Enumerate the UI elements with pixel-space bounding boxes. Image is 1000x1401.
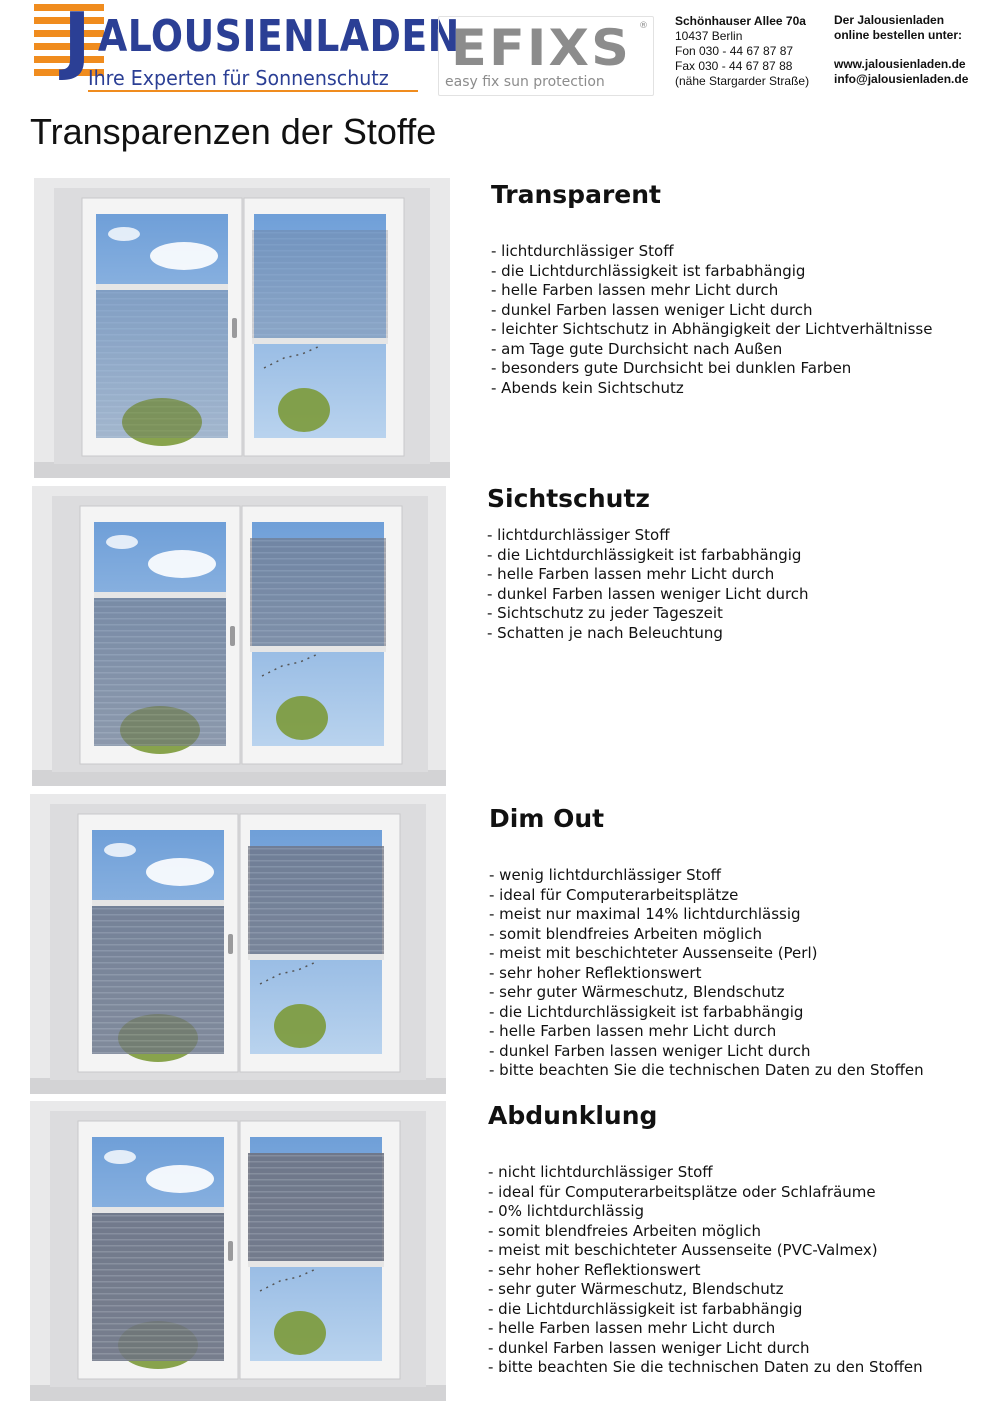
website-link[interactable]: www.jalousienladen.de bbox=[834, 57, 966, 71]
list-item: - nicht lichtdurchlässiger Stoff bbox=[488, 1163, 713, 1181]
logo-initial: J bbox=[63, 0, 91, 83]
list-item: - wenig lichtdurchlässiger Stoff bbox=[489, 866, 721, 884]
list-item: - meist mit beschichteter Aussenseite (Perl) bbox=[489, 944, 818, 962]
window-sill bbox=[30, 1078, 446, 1094]
window-sill bbox=[34, 462, 450, 478]
list-item: - Schatten je nach Beleuchtung bbox=[487, 623, 723, 642]
feature-list-dim-out bbox=[489, 866, 924, 1081]
address-street: Schönhauser Allee 70a bbox=[675, 14, 806, 28]
list-item: - bitte beachten Sie die technischen Daten zu den Stoffen bbox=[488, 1358, 923, 1376]
tree bbox=[274, 1311, 326, 1355]
jalousienladen-logo bbox=[30, 0, 460, 95]
list-item: - Sichtschutz zu jeder Tageszeit bbox=[487, 604, 723, 622]
left-blind-rail bbox=[92, 1207, 224, 1213]
tree bbox=[274, 1004, 326, 1048]
list-item: - Abends kein Sichtschutz bbox=[491, 378, 684, 397]
feature-list-sichtschutz bbox=[487, 526, 809, 643]
registered-icon: ® bbox=[639, 21, 648, 31]
logo-slogan: Ihre Experten für Sonnenschutz bbox=[88, 66, 389, 90]
email-link[interactable]: info@jalousienladen.de bbox=[834, 72, 969, 86]
window-illustration bbox=[30, 794, 446, 1094]
list-item: - helle Farben lassen mehr Licht durch bbox=[489, 1022, 777, 1040]
efixs-slogan: easy fix sun protection bbox=[445, 74, 605, 90]
list-item: - lichtdurchlässiger Stoff bbox=[487, 526, 670, 544]
right-blind bbox=[252, 230, 388, 340]
cloud bbox=[104, 1150, 136, 1164]
list-item: - dunkel Farben lassen weniger Licht durch bbox=[487, 584, 809, 603]
list-item: - somit blendfreies Arbeiten möglich bbox=[488, 1221, 762, 1240]
window-handle bbox=[228, 1241, 233, 1261]
section-title-abdunklung: Abdunklung bbox=[488, 1101, 658, 1130]
right-blind-rail bbox=[248, 1261, 384, 1267]
feature-list-transparent bbox=[491, 242, 932, 398]
cloud bbox=[106, 535, 138, 549]
logo-underline bbox=[88, 90, 418, 92]
left-blind bbox=[92, 1211, 224, 1361]
cloud bbox=[146, 1165, 214, 1193]
right-blind bbox=[248, 846, 384, 956]
list-item: - bitte beachten Sie die technischen Daten zu den Stoffen bbox=[489, 1061, 924, 1079]
list-item: - leichter Sichtschutz in Abhängigkeit der Lichtverhältnisse bbox=[491, 320, 933, 338]
list-item: - die Lichtdurchlässigkeit ist farbabhängig bbox=[489, 1002, 804, 1021]
list-item: - dunkel Farben lassen weniger Licht durch bbox=[488, 1338, 810, 1357]
address-phone: Fon 030 - 44 67 87 87 bbox=[675, 44, 794, 58]
window-handle bbox=[230, 626, 235, 646]
address-fax: Fax 030 - 44 67 87 88 bbox=[675, 59, 793, 73]
list-item: - sehr guter Wärmeschutz, Blendschutz bbox=[489, 983, 785, 1001]
store-address bbox=[675, 14, 809, 89]
page-title: Transparenzen der Stoffe bbox=[30, 111, 437, 152]
list-item: - sehr hoher Reflektionswert bbox=[489, 963, 702, 982]
window-handle bbox=[228, 934, 233, 954]
list-item: - die Lichtdurchlässigkeit ist farbabhängig bbox=[487, 545, 802, 564]
window-handle bbox=[232, 318, 237, 338]
cloud bbox=[150, 242, 218, 270]
window-photo-sichtschutz bbox=[32, 486, 446, 786]
window-illustration bbox=[34, 178, 450, 478]
online-contact bbox=[834, 13, 968, 87]
left-blind-rail bbox=[94, 592, 226, 598]
feature-list-abdunklung bbox=[488, 1163, 923, 1378]
list-item: - dunkel Farben lassen weniger Licht durch bbox=[489, 1041, 811, 1060]
list-item: - somit blendfreies Arbeiten möglich bbox=[489, 924, 763, 943]
list-item: - dunkel Farben lassen weniger Licht durch bbox=[491, 300, 813, 319]
left-blind-rail bbox=[96, 284, 228, 290]
list-item: - ideal für Computerarbeitsplätze bbox=[489, 885, 739, 904]
list-item: - lichtdurchlässiger Stoff bbox=[491, 242, 674, 260]
cloud bbox=[108, 227, 140, 241]
cloud bbox=[104, 843, 136, 857]
window-photo-abdunklung bbox=[30, 1101, 446, 1401]
address-note: (nähe Stargarder Straße) bbox=[675, 74, 810, 88]
window-photo-dim-out bbox=[30, 794, 446, 1094]
section-title-dim-out: Dim Out bbox=[489, 804, 605, 833]
window-sill bbox=[30, 1385, 446, 1401]
window-sill bbox=[32, 770, 446, 786]
logo-brand-name: ALOUSIENLADEN bbox=[98, 11, 460, 62]
cloud bbox=[148, 550, 216, 578]
list-item: - meist mit beschichteter Aussenseite (PVC-Valmex) bbox=[488, 1241, 878, 1259]
list-item: - die Lichtdurchlässigkeit ist farbabhängig bbox=[491, 261, 806, 280]
online-heading: Der Jalousienladen bbox=[834, 13, 945, 27]
list-item: - die Lichtdurchlässigkeit ist farbabhängig bbox=[488, 1299, 803, 1318]
list-item: - am Tage gute Durchsicht nach Außen bbox=[491, 339, 783, 358]
right-blind bbox=[248, 1153, 384, 1263]
list-item: - sehr guter Wärmeschutz, Blendschutz bbox=[488, 1280, 784, 1298]
right-blind bbox=[250, 538, 386, 648]
window-illustration bbox=[30, 1101, 446, 1401]
section-title-transparent: Transparent bbox=[491, 180, 661, 209]
right-blind-rail bbox=[248, 954, 384, 960]
list-item: - besonders gute Durchsicht bei dunklen Farben bbox=[491, 359, 852, 377]
list-item: - helle Farben lassen mehr Licht durch bbox=[488, 1319, 776, 1337]
tree bbox=[278, 388, 330, 432]
window-illustration bbox=[32, 486, 446, 786]
left-blind bbox=[92, 904, 224, 1054]
online-subheading: online bestellen unter: bbox=[834, 28, 963, 42]
cloud bbox=[146, 858, 214, 886]
right-blind-rail bbox=[252, 338, 388, 344]
list-item: - sehr hoher Reflektionswert bbox=[488, 1260, 701, 1279]
list-item: - 0% lichtdurchlässig bbox=[488, 1202, 645, 1220]
left-blind bbox=[96, 288, 228, 438]
list-item: - helle Farben lassen mehr Licht durch bbox=[491, 281, 779, 299]
left-blind bbox=[94, 596, 226, 746]
right-blind-rail bbox=[250, 646, 386, 652]
efixs-logo bbox=[438, 16, 654, 96]
list-item: - meist nur maximal 14% lichtdurchlässig bbox=[489, 905, 801, 923]
window-photo-transparent bbox=[34, 178, 450, 478]
list-item: - helle Farben lassen mehr Licht durch bbox=[487, 565, 775, 583]
efixs-wordmark: EFIXS bbox=[451, 19, 632, 77]
section-title-sichtschutz: Sichtschutz bbox=[487, 484, 650, 513]
list-item: - ideal für Computerarbeitsplätze oder Schlafräume bbox=[488, 1182, 876, 1201]
tree bbox=[276, 696, 328, 740]
left-blind-rail bbox=[92, 900, 224, 906]
address-city: 10437 Berlin bbox=[675, 29, 743, 43]
